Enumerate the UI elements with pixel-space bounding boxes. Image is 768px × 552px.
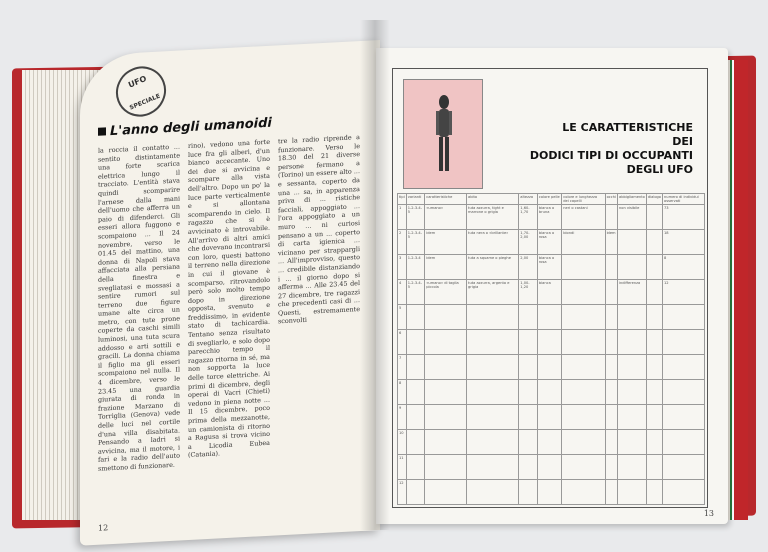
table-cell — [519, 430, 538, 455]
book-gutter — [360, 20, 390, 530]
table-cell: bianca — [537, 280, 561, 305]
article-title: L'anno degli umanoidi — [98, 116, 272, 140]
table-cell: 1-2-3-4-5 — [406, 230, 425, 255]
table-cell — [646, 305, 662, 330]
table-cell — [646, 405, 662, 430]
table-cell — [519, 455, 538, 480]
table-row — [398, 255, 705, 280]
table-cell: 6 — [398, 330, 407, 355]
table-cell — [425, 480, 467, 505]
table-cell: indifferenza — [618, 280, 647, 305]
table-cell — [663, 305, 705, 330]
table-cell: 1-2-3-4 — [406, 255, 425, 280]
table-cell — [618, 380, 647, 405]
table-cell — [537, 455, 561, 480]
table-cell: 7 — [398, 355, 407, 380]
table-cell — [646, 255, 662, 280]
table-cell — [646, 480, 662, 505]
table-cell: tuta azzurra, tight e marrone o grigia — [467, 205, 519, 230]
table-cell: neri o castani — [562, 205, 605, 230]
table-cell — [519, 380, 538, 405]
page-number: 12 — [98, 523, 109, 533]
table-cell — [406, 330, 425, 355]
table-cell — [562, 305, 605, 330]
table-cell: tuta nera o «brillante» — [467, 230, 519, 255]
table-row — [398, 480, 705, 505]
table-cell — [425, 305, 467, 330]
table-cell: non visibile — [618, 205, 647, 230]
table-cell — [467, 380, 519, 405]
table-cell — [519, 480, 538, 505]
text-column-2: rino), vedono una forte luce fra gli alberi, d'un bianco accecante. Uno dei due si avvicina e scompare alla vista dell'altro. Dopo un po' la luce parte verticalmente e si allontana scomparendo in cielo. Il ragazzo che si è avvicinato è introvabile. All'arrivo di altri amici che dovevano incontrarsi con loro, questi battono il terreno nella direzione in cui il giovane è scomparso, ritrovandolo però solo molto tempo dopo in direzione opposta, svenuto e freddissimo, in evidente stato di tachicardia. Tentano senza risultato di svegliarlo, e solo dopo parecchio tempo il ragazzo ritorna in sé, ma non sopporta la luce delle torce elettriche. Ai primi di dicembre, degli operai di Vacri (Chieti) vedono in piena notte ... Il 15 dicembre, poco prima della mezzanotte, un camionista di ritorno a Ragusa si trova vicino a Licodia Eubea (Catania). — [188, 137, 270, 460]
table-cell — [425, 455, 467, 480]
table-cell — [646, 455, 662, 480]
table-cell — [605, 455, 617, 480]
table-cell — [618, 355, 647, 380]
table-frame — [392, 68, 708, 508]
table-cell — [467, 355, 519, 380]
table-cell: 8 — [398, 380, 407, 405]
table-cell — [646, 230, 662, 255]
table-cell: «umano» — [425, 205, 467, 230]
table-cell — [562, 455, 605, 480]
table-cell — [425, 405, 467, 430]
table-cell — [605, 255, 617, 280]
table-cell — [605, 380, 617, 405]
column-header: caratteristiche — [425, 194, 467, 205]
table-cell: 12 — [663, 280, 705, 305]
table-cell — [646, 205, 662, 230]
table-row — [398, 355, 705, 380]
table-cell — [646, 380, 662, 405]
table-cell — [618, 430, 647, 455]
table-cell — [406, 380, 425, 405]
table-cell — [562, 380, 605, 405]
table-cell — [562, 255, 605, 280]
table-row — [398, 405, 705, 430]
table-cell: bianca o rosa — [537, 255, 561, 280]
table-cell: 5 — [398, 305, 407, 330]
table-cell — [519, 330, 538, 355]
table-cell — [467, 480, 519, 505]
left-page — [80, 40, 380, 546]
column-header: tipi — [398, 194, 407, 205]
table-cell — [519, 355, 538, 380]
humanoid-illustration — [403, 79, 483, 189]
table-row — [398, 305, 705, 330]
column-header: dialogo — [646, 194, 662, 205]
table-cell — [562, 330, 605, 355]
table-row — [398, 380, 705, 405]
table-cell: idem — [605, 230, 617, 255]
table-cell — [562, 355, 605, 380]
table-cell — [663, 430, 705, 455]
table-cell — [663, 405, 705, 430]
table-title: LE CARATTERISTICHE DEI DODICI TIPI DI OCCUPANTI DEGLI UFO — [529, 121, 693, 176]
column-header: colore e lunghezza dei capelli — [562, 194, 605, 205]
table-row — [398, 455, 705, 480]
table-cell — [618, 455, 647, 480]
table-cell — [663, 330, 705, 355]
table-cell — [537, 380, 561, 405]
table-cell: 3 — [398, 255, 407, 280]
table-cell — [663, 480, 705, 505]
table-cell: 10 — [398, 430, 407, 455]
right-page — [376, 48, 728, 524]
table-cell — [663, 355, 705, 380]
table-cell: tuta azzurra, argento e grigia — [467, 280, 519, 305]
table-cell — [537, 305, 561, 330]
column-header: altezza — [519, 194, 538, 205]
table-cell — [537, 430, 561, 455]
table-cell: 18 — [663, 230, 705, 255]
column-header: abbigliamento — [618, 194, 647, 205]
table-cell: 9 — [398, 405, 407, 430]
table-cell: 1,60-1,70 — [519, 205, 538, 230]
ufo-speciale-logo: UFO SPECIALE — [109, 59, 173, 125]
table-cell — [605, 430, 617, 455]
table-cell — [467, 455, 519, 480]
table-cell — [562, 405, 605, 430]
table-cell: tuta a squame o pieghe — [467, 255, 519, 280]
table-row — [398, 205, 705, 230]
table-cell: idem — [425, 255, 467, 280]
table-cell — [537, 405, 561, 430]
table-cell — [646, 355, 662, 380]
table-cell — [562, 280, 605, 305]
table-cell — [425, 380, 467, 405]
table-cell — [406, 355, 425, 380]
table-cell — [406, 430, 425, 455]
table-row — [398, 430, 705, 455]
table-cell — [663, 380, 705, 405]
table-row — [398, 280, 705, 305]
table-cell — [618, 405, 647, 430]
table-cell: 4 — [398, 280, 407, 305]
table-cell — [406, 455, 425, 480]
table-cell: 1-2-3-4-5 — [406, 280, 425, 305]
table-cell — [537, 480, 561, 505]
table-cell: 1-2-3-4-5 — [406, 205, 425, 230]
table-cell — [425, 430, 467, 455]
table-cell: «umano» di taglia piccola — [425, 280, 467, 305]
table-cell: bianca o rosa — [537, 230, 561, 255]
table-cell — [618, 480, 647, 505]
table-cell — [646, 280, 662, 305]
table-cell: 8 — [663, 255, 705, 280]
table-cell — [406, 405, 425, 430]
table-cell — [605, 305, 617, 330]
table-cell: 1 — [398, 205, 407, 230]
table-cell — [537, 330, 561, 355]
column-header: occhi — [605, 194, 617, 205]
table-cell: 1,00-1,20 — [519, 280, 538, 305]
table-cell — [646, 430, 662, 455]
table-cell: bianca o bruna — [537, 205, 561, 230]
column-header: colore pelle — [537, 194, 561, 205]
table-cell — [467, 305, 519, 330]
table-cell — [562, 430, 605, 455]
table-cell: 11 — [398, 455, 407, 480]
text-column-1: la roccia il contatto ... sentito distintamente una forte scarica elettrica lungo il tracciato. L'entità stava quindi scomparire l'arnese dalla mani dell'uomo che afferra un paio di difenderci. Gli esseri allora fuggono e scompaiono ... Il 24 novembre, verso le 01.45 del mattino, una donna di Napoli stava affacciata alla persiana della finestra e svegliatasi e mossasi a sentire rumori sul terreno due figure umane alte circa un metro, con tute prone coperte da caschi simili luminosi, una tuta scura addosso e arti sottili e gracili. La donna chiama il figlio ma gli esseri scompaiono nel nulla. Il 4 dicembre, verso le 23.45 una guardia giurata di ronda in frazione Marzano di Torriglia (Genova) vede delle luci nel cortile d'una villa disabitata. Pensando a ladri si avvicina, ma il motore, i fari e la radio dell'auto smettono di funzionare. — [98, 142, 180, 473]
table-cell — [406, 480, 425, 505]
table-cell: biondi — [562, 230, 605, 255]
table-cell: 2,00 — [519, 255, 538, 280]
table-cell — [425, 355, 467, 380]
table-cell — [467, 430, 519, 455]
table-cell — [605, 405, 617, 430]
table-cell — [519, 405, 538, 430]
table-cell: 1,70-2,00 — [519, 230, 538, 255]
table-cell — [605, 330, 617, 355]
table-cell — [467, 330, 519, 355]
page-number: 13 — [703, 509, 714, 518]
text-column-3: tre la radio riprende a funzionare. Verso le 18.30 del 21 diverse persone fermano a (Torino) un essere alto ... e sessanta, coperto da una ... sa, in apparenza priva di ... ristiche facciali, appoggiato ... l'ora appoggiato a un muro ... ni curiosi pensano a un ... coperto di carta igienica ... vicinano per strappargli ... All'improvviso, questo ... credibile distanziando i ... il giorno dopo si afferma ... Alle 23.45 del 27 dicembre, tre ragazzi che precedenti casi di ... Questi, estremamente sconvolti — [278, 133, 360, 326]
humanoid-figure-icon — [434, 94, 454, 174]
table-cell — [605, 480, 617, 505]
table-row — [398, 230, 705, 255]
column-header: numero di individui osservati — [663, 194, 705, 205]
table-cell — [425, 330, 467, 355]
table-cell — [537, 355, 561, 380]
table-cell: 2 — [398, 230, 407, 255]
table-cell — [605, 355, 617, 380]
table-cell: idem — [425, 230, 467, 255]
table-cell — [646, 330, 662, 355]
table-row — [398, 330, 705, 355]
column-header: abito — [467, 194, 519, 205]
table-cell — [618, 330, 647, 355]
table-cell — [605, 205, 617, 230]
table-cell — [618, 230, 647, 255]
table-cell — [618, 305, 647, 330]
table-cell — [519, 305, 538, 330]
table-cell: 12 — [398, 480, 407, 505]
table-cell — [618, 255, 647, 280]
column-header: varianti — [406, 194, 425, 205]
table-cell: 73 — [663, 205, 705, 230]
table-cell — [562, 480, 605, 505]
table-cell — [467, 405, 519, 430]
table-cell — [406, 305, 425, 330]
table-cell — [605, 280, 617, 305]
table-cell — [663, 455, 705, 480]
ufo-occupants-table — [397, 193, 705, 505]
